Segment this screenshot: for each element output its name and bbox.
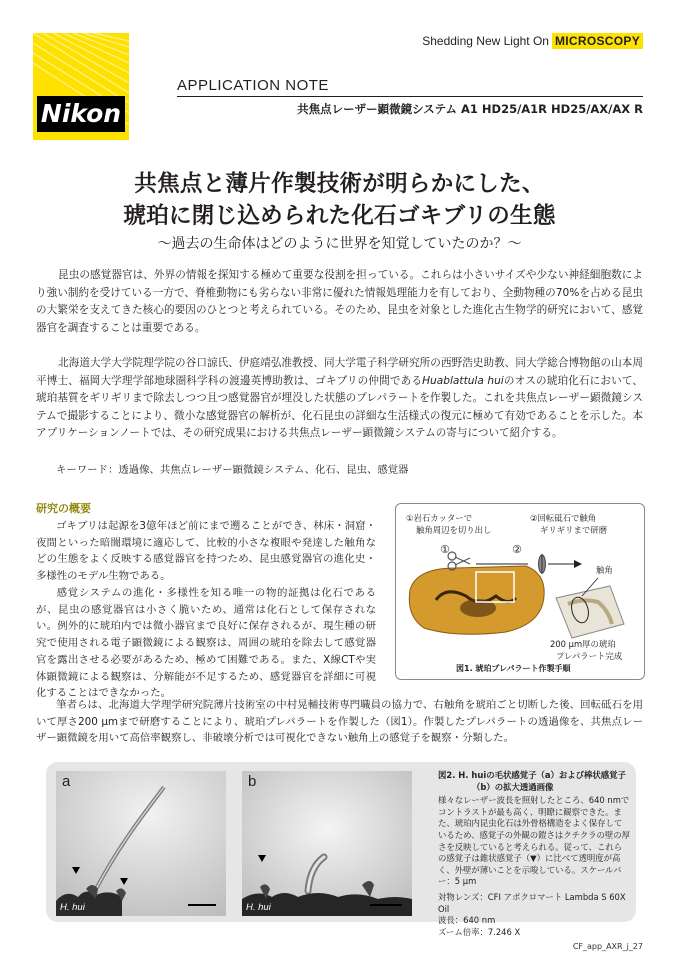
step-2-label: ②回転砥石で触角 ギリギリまで研磨: [530, 513, 607, 535]
species-name: Huablattula hui: [422, 374, 504, 387]
header-divider: [177, 96, 643, 97]
section-heading: 研究の概要: [36, 502, 91, 515]
scale-bar: [188, 904, 216, 906]
tagline: [422, 33, 643, 49]
panel-a-label: a: [62, 773, 71, 790]
result-label: 200 µm厚の琥珀 プレパラート完成: [550, 639, 623, 661]
brand-name: Nikon: [37, 96, 125, 132]
figure-1-caption: 図1. 琥珀プレパラート作製手順: [456, 664, 571, 673]
panel-b-label: b: [248, 773, 257, 790]
subtitle: ～過去の生命体はどのように世界を知覚していたのか？～: [157, 236, 522, 252]
intro-paragraph-2: 北海道大学大学院理学院の谷口諒氏、伊庭靖弘准教授、同大学電子科学研究所の西野浩史助教、同大学総合博物館の山本周平博士、福岡大学理学部地球圏科学科の渡邊英博助教は、ゴキブリの仲間であるHuablattula huiのオスの琥珀化石において、琥珀基質をギリギリまで除去しつつ且つ感覚器官が埋没した状態のプレパラートを作製した。これを共焦点レーザー顕微鏡システムで撮影することにより、微小な感覚器官の解析が、化石昆虫の詳細な生活様式の復元に極めて有効であることを示した。本アプリケーションノートでは、その研究成果における共焦点レーザー顕微鏡システムの寄与について紹介する。: [36, 357, 643, 440]
tagline-prefix: Shedding New Light On: [422, 34, 549, 48]
step-1-number: ①: [440, 543, 450, 556]
overview-paragraph-1: ゴキブリは起源を3億年ほど前にまで遡ることができ、林床・洞窟・夜間といった暗闇環境に適応して、比較的小さな複眼や発達した触角などの生態をよく反映する感覚器官を持つため、昆虫感覚器官の進化史・多様性のモデル生物である。: [36, 520, 376, 583]
figure-2: [46, 762, 636, 937]
panel-a-species: H. hui: [60, 902, 85, 913]
product-name: 共焦点レーザー顕微鏡システム A1 HD25/A1R HD25/AX/AX R: [297, 102, 643, 116]
overview-paragraph-3: 筆者らは、北海道大学理学研究院薄片技術室の中村晃輔技術専門職員の協力で、右触角を琥珀ごと切断した後、回転砥石を用いて厚さ200 µmまで研磨することにより、琥珀プレパラートを作製した（図1）。作製したプレパラートの透過像を、共焦点レーザー顕微鏡を用いて高倍率観察し、非破壊分析では可視化できない触角上の感覚子を観察・分類した。: [36, 699, 643, 745]
overview-paragraph-2: 感覚システムの進化・多様性を知る唯一の物的証拠は化石であるが、昆虫の感覚器官は小さく脆いため、通常は化石として保存されない。例外的に琥珀内では微小器官まで良好に保存されるが、現生種の研究で使用される電子顕微鏡による観察は、周囲の琥珀を除去して感覚器官を露出させる必要があるため、極めて困難である。また、X線CTや実体顕微鏡による観察は、分解能が不足するため、感覚器官を詳細に可視化することはできなかった。: [36, 587, 376, 700]
keywords: キーワード：透過像、共焦点レーザー顕微鏡システム、化石、昆虫、感覚器: [56, 464, 409, 476]
application-note-label: APPLICATION NOTE: [177, 77, 329, 94]
scale-bar: [370, 904, 402, 906]
panel-b-species: H. hui: [246, 902, 271, 913]
step-1-label: ①岩石カッターで 触角周辺を切り出し: [406, 513, 492, 535]
grinding-wheel-icon: [539, 554, 546, 574]
arrowhead-markers: [56, 771, 226, 916]
document-code: CF_app_AXR_j_27: [572, 942, 643, 951]
title-line-2: 琥珀に閉じ込められた化石ゴキブリの生態: [123, 203, 556, 229]
arrowhead-icon: [258, 855, 266, 862]
title-line-1: 共焦点と薄片作製技術が明らかにした、: [134, 171, 545, 197]
intro-paragraph-1: 昆虫の感覚器官は、外界の情報を探知する極めて重要な役割を担っている。これらは小さいサイズや少ない神経細胞数により強い制約を受けている一方で、脊椎動物にも劣らない非常に優れた情報処理能力を有しており、全動物種の70%を占める昆虫の大繁栄を支えてきた核心的要因のひとつと考えられている。そのため、昆虫を対象とした進化古生物学的研究において、感覚器官を調査することは重要である。: [36, 269, 643, 334]
micrograph-a: [56, 771, 226, 916]
figure-1: [395, 503, 645, 680]
arrowhead-icon: [72, 867, 80, 874]
nikon-logo: [33, 33, 129, 140]
figure-2-caption: 図2. H. huiの毛状感覚子（a）および棒状感覚子 （b）の拡大透過画像 様々なレーザー波長を照射したところ、640 nmでコントラストが最も高く、明瞭に観察できた。また、琥珀内昆虫化石は外骨格構造をよく保存しているため、感覚子の外観の鎧さはクチクラの壁の厚さを反映していると考えられる。従って、これらの感覚子は錐状感覚子（▼）に比べて透明度が高く、外壁が薄いことを示唆している。スケールバー：5 µm 対物レンズ：CFI アポクロマート Lambda S 60X Oil 波長：640 nm ズーム倍率：7.246 X: [438, 770, 630, 937]
tagline-highlight: MICROSCOPY: [552, 33, 643, 49]
step-2-number: ②: [512, 543, 522, 556]
antenna-label: 触角: [596, 565, 613, 575]
arrowhead-icon: [120, 878, 128, 885]
arrowhead-markers: [242, 771, 412, 916]
micrograph-b: [242, 771, 412, 916]
